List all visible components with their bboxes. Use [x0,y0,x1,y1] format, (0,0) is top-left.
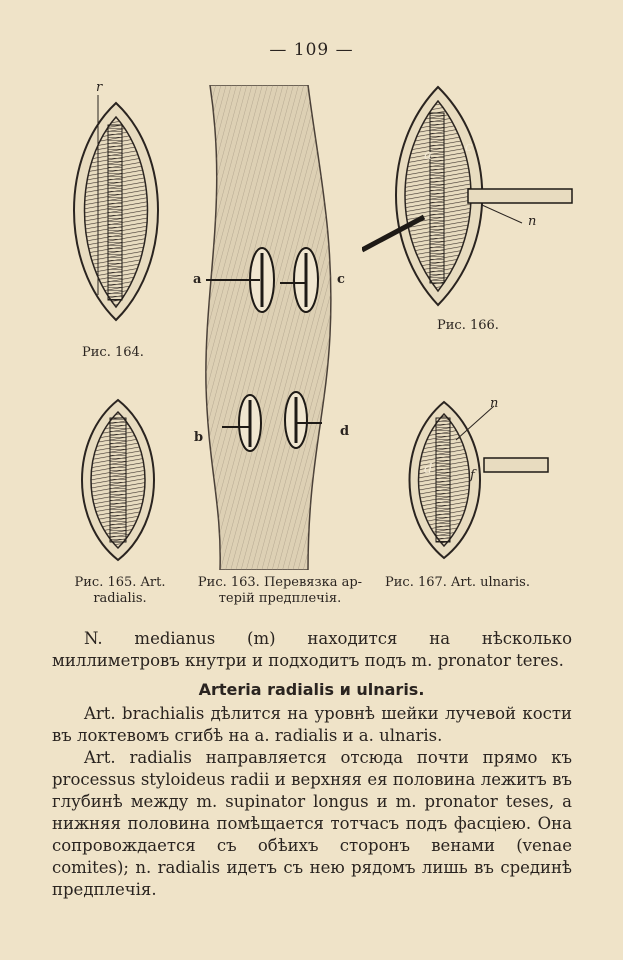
paragraph-2: Art. brachialis дѣлится на уровнѣ шейки лучевой кости въ локтевомъ сгибѣ на a. radialis и a. ulnaris. [52,704,572,745]
figure-165 [70,398,166,562]
paragraph-3: Art. radialis направляется отсюда почти прямо къ processus styloideus radii и верхняя ея половина лежитъ въ глубинѣ между m. supinator longus и m. pronator teses, а нижняя половина помѣщается тотчасъ подъ фасціею. Она сопровождается съ обѣихъ сторонъ венами (venae comites); n. radialis идетъ съ нею рядомъ лишь въ срединѣ предплечія. [52,748,572,899]
figure-166 [362,85,574,307]
fig163-label-d: d [340,424,350,439]
fig163-label-a: a [193,272,202,287]
fig165-caption [60,575,180,607]
figure-163-forearm [200,85,350,570]
section-heading: Arteria radialis и ulnaris. [198,680,425,699]
fig165-caption-line1: Рис. 165. Art. [74,575,166,590]
fig167-caption: Рис. 167. Art. ulnaris. [385,575,530,590]
paragraph-1: N. medianus (m) находится на нѣсколько миллиметровъ кнутри и подходитъ подъ m. pronator teres. [52,629,572,670]
fig163-caption [180,575,380,607]
fig164-caption: Рис. 164. [82,345,144,360]
fig164-label-r: r [96,80,103,95]
fig167-label-d: d [424,462,433,477]
page-number: — 109 — [269,40,354,60]
fig166-caption: Рис. 166. [437,318,499,333]
fig167-label-n: n [490,396,499,411]
fig166-label-a: a [424,148,432,163]
fig167-label-f: f [470,468,475,483]
fig163-caption-line2: терій предплечія. [218,591,342,606]
fig163-label-c: c [337,272,345,287]
fig166-label-c: c [465,140,473,155]
fig165-caption-line2: radialis. [93,591,147,606]
figure-164 [60,95,172,325]
fig163-caption-line1: Рис. 163. Перевязка ар- [197,575,363,590]
fig166-label-n: n [528,214,537,229]
fig163-label-b: b [194,430,204,445]
